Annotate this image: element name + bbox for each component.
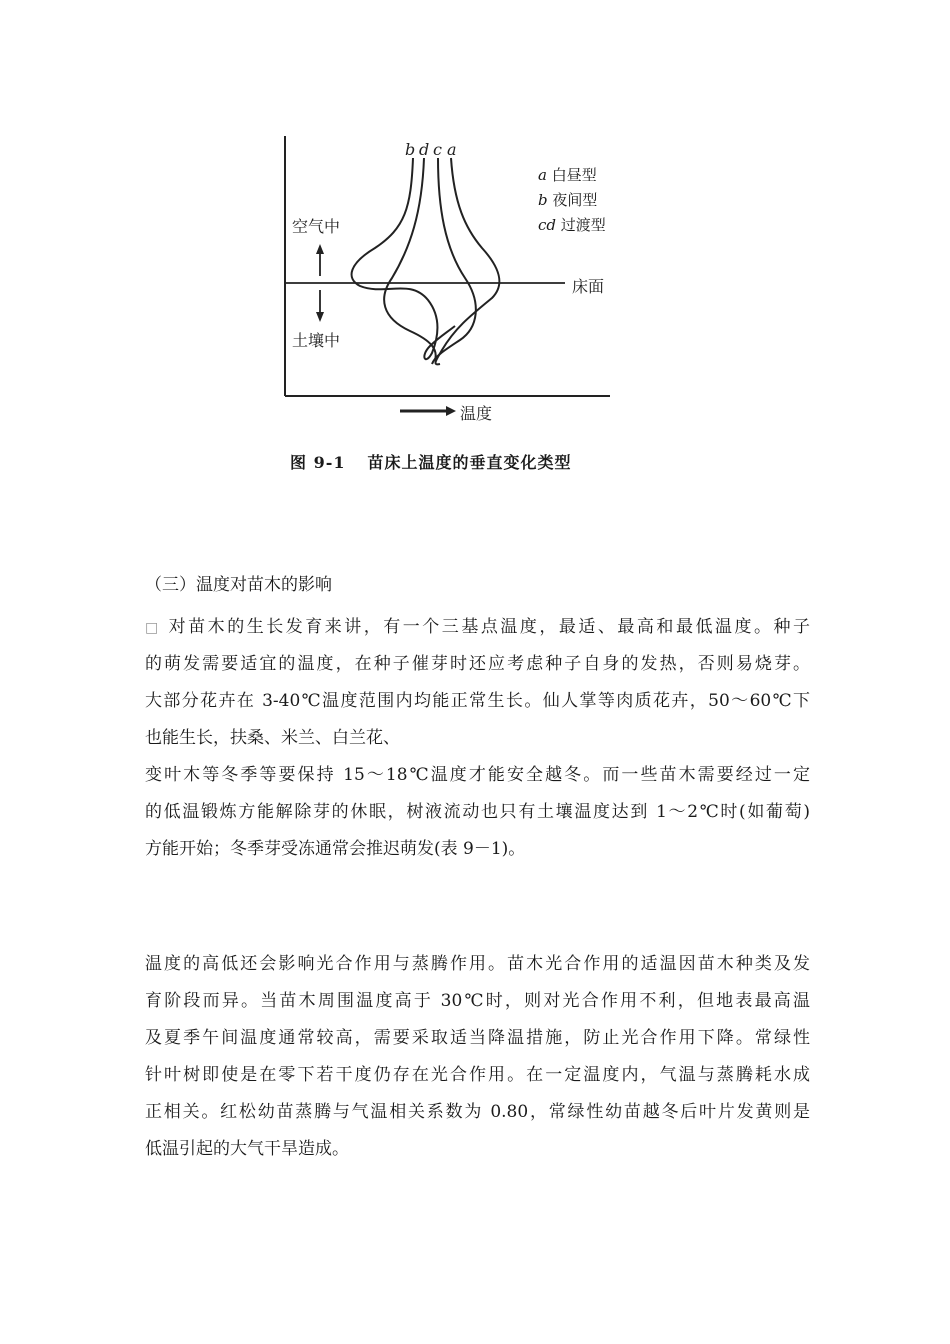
legend-key: b (538, 191, 548, 209)
up-arrow-icon (316, 244, 324, 254)
legend-text: 过渡型 (560, 216, 606, 234)
text-line: 也能生长，扶桑、米兰、白兰花、 (145, 728, 400, 748)
section-title: （三）温度对苗木的影响 (145, 575, 332, 595)
legend-text: 白昼型 (551, 166, 597, 184)
legend-key: a (538, 166, 547, 184)
text-line: 育阶段而异。当苗木周围温度高于 30℃时，则对光合作用不利，但地表最高温 (145, 991, 810, 1011)
text-line: 温度的高低还会影响光合作用与蒸腾作用。苗木光合作用的适温因苗木种类及发 (145, 954, 810, 974)
text-line: 低温引起的大气干旱造成。 (145, 1139, 349, 1159)
paragraph-2 (145, 946, 810, 1168)
legend-key: cd (538, 216, 557, 234)
text-line: 变叶木等冬季等要保持 15～18℃温度才能安全越冬。而一些苗木需要经过一定 (145, 765, 810, 785)
text-line: 及夏季午间温度通常较高，需要采取适当降温措施，防止光合作用下降。常绿性 (145, 1028, 810, 1048)
caption-text: 苗床上温度的垂直变化类型 (367, 453, 572, 472)
text-line: □ 对苗木的生长发育来讲，有一个三基点温度，最适、最高和最低温度。种子 (145, 617, 811, 637)
right-arrow-icon (446, 406, 456, 416)
bullet-marker: □ (145, 620, 161, 636)
text-line: 大部分花卉在 3-40℃温度范围内均能正常生长。仙人掌等肉质花卉，50～60℃下 (145, 691, 810, 711)
legend-item-b (538, 189, 597, 210)
caption-number: 图 9-1 (290, 453, 346, 472)
text-line: 的萌发需要适宜的温度，在种子催芽时还应考虑种子自身的发热，否则易烧芽。 (145, 654, 810, 674)
text-line: 针叶树即使是在零下若干度仍存在光合作用。在一定温度内，气温与蒸腾耗水成 (145, 1065, 810, 1085)
down-arrow-icon (316, 312, 324, 322)
text-line: 正相关。红松幼苗蒸腾与气温相关系数为 0.80，常绿性幼苗越冬后叶片发黄则是 (145, 1102, 810, 1122)
figure-caption (290, 450, 572, 473)
text-line: 方能开始；冬季芽受冻通常会推迟萌发(表 9－1)。 (145, 839, 526, 859)
legend-text: 夜间型 (552, 191, 598, 209)
label-bed-surface: 床面 (572, 277, 605, 296)
curve-label-c: c (433, 140, 442, 159)
figure-9-1 (270, 128, 630, 478)
label-temperature: 温度 (460, 404, 493, 423)
curve-label-d: d (419, 140, 430, 159)
label-air: 空气中 (292, 217, 341, 236)
label-soil: 土壤中 (292, 331, 341, 350)
text-line: 的低温锻炼方能解除芽的休眠，树液流动也只有土壤温度达到 1～2℃时(如葡萄) (145, 802, 810, 822)
curve-label-a: a (447, 140, 457, 159)
legend-item-a (538, 164, 597, 185)
legend-item-cd (538, 214, 606, 235)
curve-label-b: b (405, 140, 416, 159)
paragraph-1 (145, 609, 810, 868)
